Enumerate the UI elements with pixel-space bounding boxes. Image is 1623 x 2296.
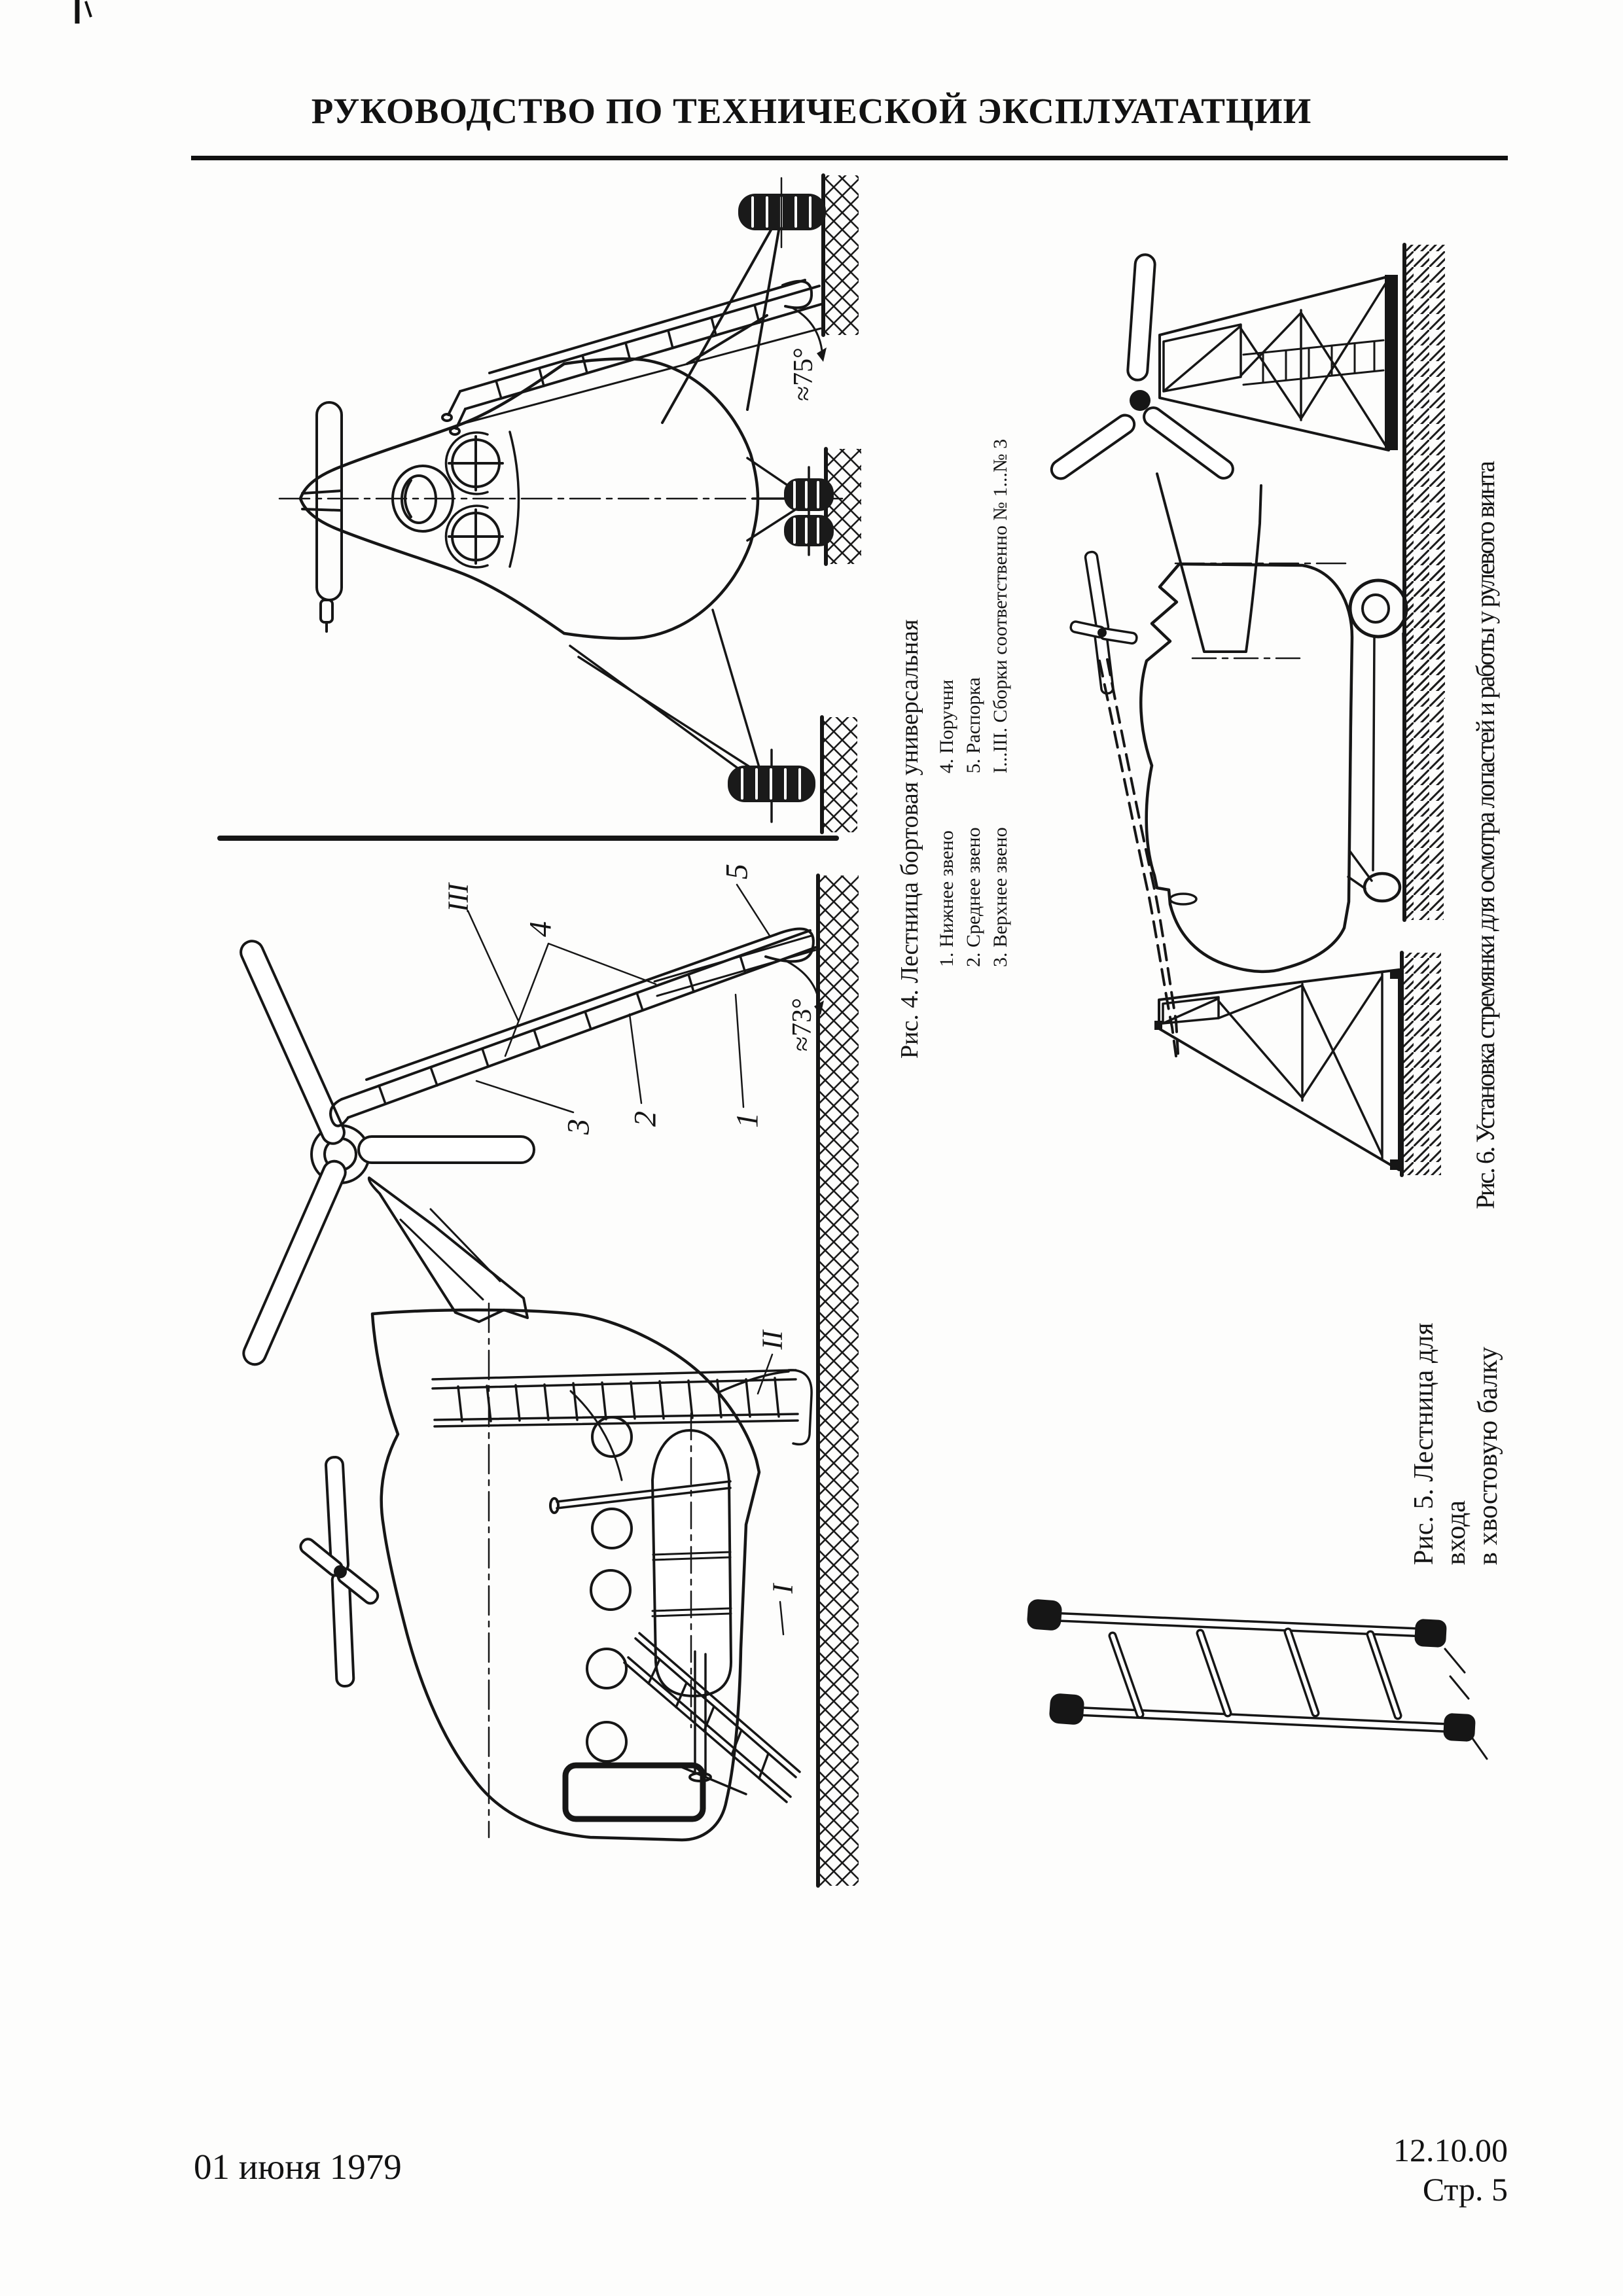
part-label-5: 5 — [719, 864, 755, 879]
part-label-2: 2 — [628, 1111, 663, 1127]
fig5-caption-line: входа — [1441, 1500, 1471, 1565]
fig4-side-view-drawing — [298, 1303, 812, 1840]
angle-label-75: ≈75° — [789, 347, 819, 401]
fig4-caption: Рис. 4. Лестница бортовая универсальная — [896, 619, 923, 1059]
fig5-caption-line: Рис. 5. Лестница для — [1409, 1322, 1439, 1565]
fig4-legend-item: 5. Распорка — [963, 677, 984, 773]
fig4-legend-item: I...III. Сборки соответственно № 1...№ 3 — [990, 438, 1011, 773]
part-label-assembly-II: II — [756, 1330, 789, 1350]
part-label-assembly-III: III — [442, 883, 474, 912]
part-label-3: 3 — [561, 1119, 596, 1135]
fig5-ladder-drawing — [1026, 1598, 1487, 1759]
page-title: РУКОВОДСТВО ПО ТЕХНИЧЕСКОЙ ЭКСПЛУАТАТЦИИ — [311, 91, 1312, 131]
part-label-1: 1 — [730, 1112, 765, 1128]
scan-corner-marks — [77, 0, 91, 24]
part-label-4: 4 — [523, 921, 558, 937]
fig4-legend-item: 3. Верхнее звено — [990, 827, 1011, 967]
fig4-front-view-drawing — [220, 175, 861, 838]
footer-date: 01 июня 1979 — [194, 2147, 402, 2187]
part-label-assembly-I: I — [766, 1583, 799, 1594]
fig6-helicopter-trestle-drawing — [1070, 551, 1444, 1175]
fig5-caption-block — [1408, 1269, 1505, 1565]
fig5-caption-line: в хвостовую балку — [1473, 1347, 1503, 1565]
fig6-caption: Рис. 6. Установка стремянки для осмотра лопастей и работы у рулевого винта — [1471, 462, 1500, 1209]
fig4-caption-block — [895, 438, 1014, 1059]
footer-doc-code: 12.10.00 — [1393, 2132, 1508, 2168]
fig4-legend — [933, 438, 1014, 1059]
angle-label-73: ≈73° — [787, 998, 817, 1051]
footer-page-number: Стр. 5 — [1422, 2171, 1508, 2208]
fig4-legend-item: 1. Нижнее звено — [936, 830, 957, 967]
fig4-legend-item: 4. Поручни — [936, 679, 957, 773]
fig4-legend-item: 2. Среднее звено — [963, 827, 984, 967]
footer-reference — [1393, 2130, 1508, 2209]
